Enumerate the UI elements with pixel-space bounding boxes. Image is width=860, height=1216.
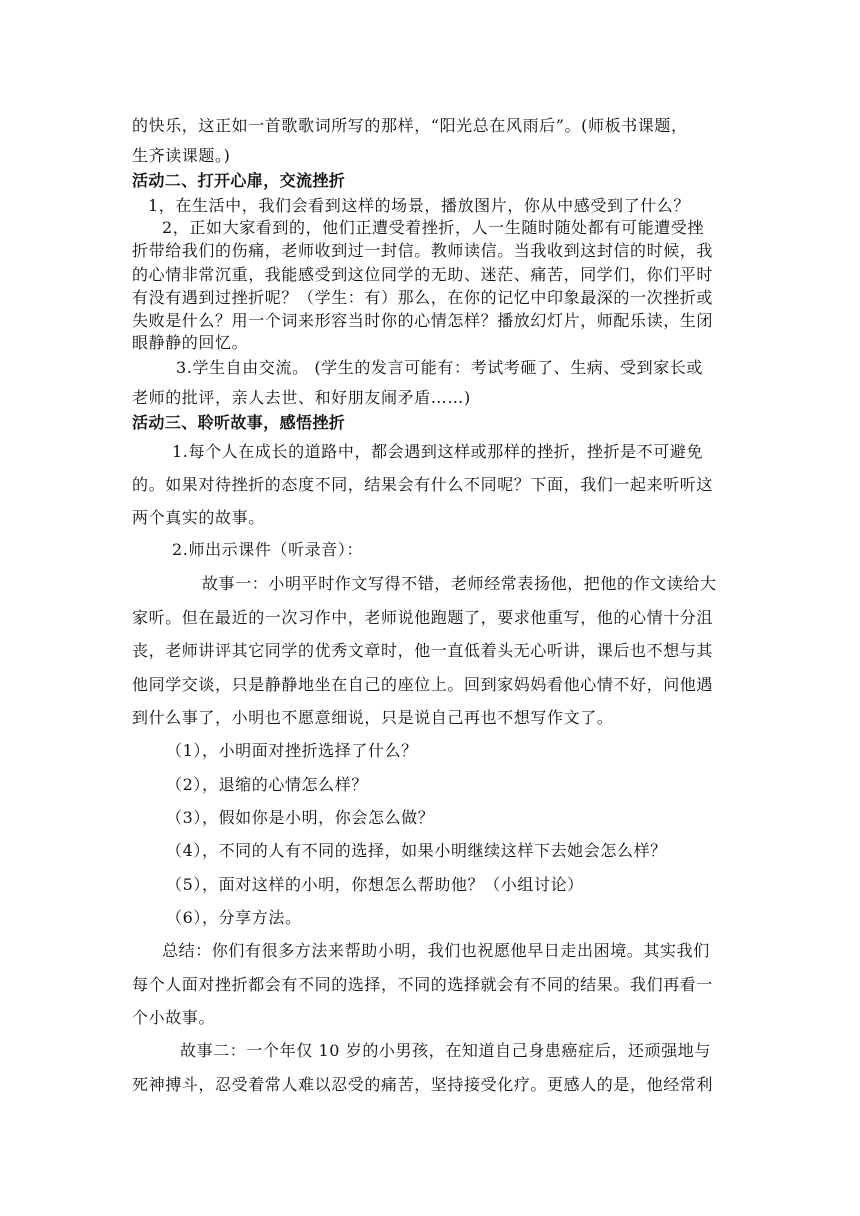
text-line: 丧，老师讲评其它同学的优秀文章时，他一直低着头无心听讲，课后也不想与其 (132, 641, 714, 660)
question-item: （5），面对这样的小明，你想怎么帮助他？（小组讨论） (166, 875, 584, 894)
text-line: 总结：你们有很多方法来帮助小明，我们也祝愿他早日走出困境。其实我们 (162, 941, 710, 960)
text-line: 个小故事。 (132, 1008, 216, 1027)
text-line: 的快乐，这正如一首歌歌词所写的那样，“阳光总在风雨后”。(师板书课题， (132, 116, 688, 135)
text-line: 有没有遇到过挫折呢？（学生：有）那么，在你的记忆中印象最深的一次挫折或 (132, 288, 714, 307)
text-line: 3.学生自由交流。 (学生的发言可能有：考试考砸了、生病、受到家长或 (176, 358, 703, 377)
text-line: 的。如果对待挫折的态度不同，结果会有什么不同呢？下面，我们一起来听听这 (132, 475, 714, 494)
text-line: 两个真实的故事。 (132, 508, 265, 527)
question-item: （3），假如你是小明，你会怎么做？ (166, 808, 435, 827)
text-line: 2.师出示课件（听录音）： (172, 540, 364, 559)
question-item: （4），不同的人有不同的选择，如果小明继续这样下去她会怎么样？ (166, 841, 667, 860)
text-line: 他同学交谈，只是静静地坐在自己的座位上。回到家妈妈看他心情不好，问他遇 (132, 675, 714, 694)
question-item: （1），小明面对挫折选择了什么？ (166, 741, 418, 760)
text-line: 故事二：一个年仅 10 岁的小男孩，在知道自己身患癌症后，还顽强地与 (180, 1041, 711, 1060)
text-line: 老师的批评，亲人去世、和好朋友闹矛盾……) (132, 388, 471, 407)
text-line: 2，正如大家看到的，他们正遭受着挫折，人一生随时随处都有可能遭受挫 (162, 218, 704, 237)
text-line: 故事一：小明平时作文写得不错，老师经常表扬他，把他的作文读给大 (202, 574, 717, 593)
section-heading: 活动三、聆听故事，感悟挫折 (132, 413, 346, 432)
text-line: 家听。但在最近的一次习作中，老师说他跑题了，要求他重写，他的心情十分沮 (132, 608, 714, 627)
text-line: 折带给我们的伤痛，老师收到过一封信。教师读信。当我收到这封信的时候，我 (132, 241, 714, 260)
text-line: 1，在生活中，我们会看到这样的场景，播放图片，你从中感受到了什么？ (148, 196, 690, 215)
text-line: 每个人面对挫折都会有不同的选择，不同的选择就会有不同的结果。我们再看一 (132, 975, 714, 994)
text-line: 1.每个人在成长的道路中，都会遇到这样或那样的挫折，挫折是不可避免 (172, 442, 704, 461)
question-item: （6），分享方法。 (166, 908, 302, 927)
text-line: 失败是什么？用一个词来形容当时你的心情怎样？播放幻灯片，师配乐读，生闭 (132, 311, 714, 330)
text-line: 到什么事了，小明也不愿意细说，只是说自己再也不想写作文了。 (132, 708, 614, 727)
text-line: 的心情非常沉重，我能感受到这位同学的无助、迷茫、痛苦，同学们，你们平时 (132, 265, 714, 284)
text-line: 死神搏斗，忍受着常人难以忍受的痛苦，坚持接受化疗。更感人的是，他经常利 (132, 1075, 714, 1094)
text-line: 生齐读课题。) (132, 146, 231, 165)
question-item: （2），退缩的心情怎么样？ (166, 775, 368, 794)
section-heading: 活动二、打开心扉，交流挫折 (132, 171, 346, 190)
text-line: 眼静静的回忆。 (132, 333, 249, 352)
